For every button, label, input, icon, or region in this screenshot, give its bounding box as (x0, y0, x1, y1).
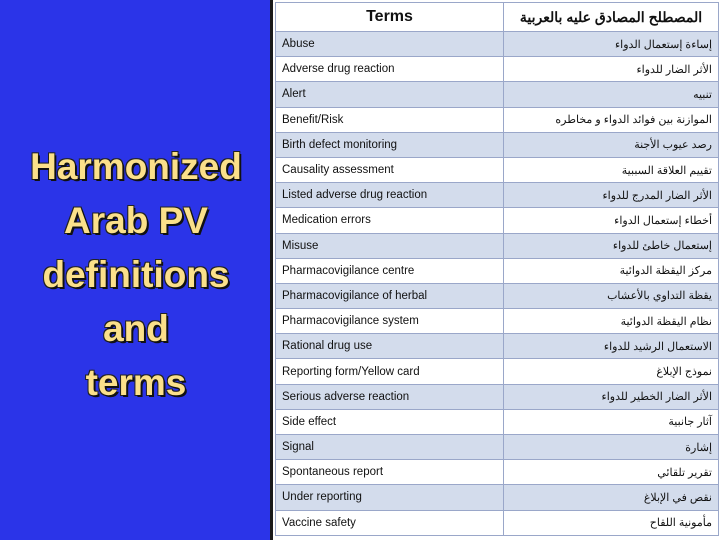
table-row (276, 359, 719, 384)
term-english: Benefit/Risk (276, 107, 504, 132)
term-english: Rational drug use (276, 334, 504, 359)
term-arabic: نموذج الإبلاغ (504, 359, 719, 384)
table-row (276, 157, 719, 182)
term-english: Pharmacovigilance centre (276, 258, 504, 283)
term-english: Spontaneous report (276, 460, 504, 485)
term-arabic: نظام اليقظة الدوائية (504, 309, 719, 334)
table-row (276, 460, 719, 485)
slide-title (4, 140, 268, 410)
term-english: Under reporting (276, 485, 504, 510)
term-english: Vaccine safety (276, 510, 504, 535)
term-arabic: أخطاء إستعمال الدواء (504, 208, 719, 233)
table-row (276, 435, 719, 460)
table-row (276, 409, 719, 434)
header-arabic: المصطلح المصادق عليه بالعربية (504, 3, 719, 32)
table-row (276, 132, 719, 157)
term-english: Side effect (276, 409, 504, 434)
term-english: Pharmacovigilance of herbal (276, 283, 504, 308)
term-english: Misuse (276, 233, 504, 258)
term-arabic: مأمونية اللقاح (504, 510, 719, 535)
term-english: Listed adverse drug reaction (276, 183, 504, 208)
term-english: Reporting form/Yellow card (276, 359, 504, 384)
term-arabic: تنبيه (504, 82, 719, 107)
table-row (276, 485, 719, 510)
header-terms: Terms (276, 3, 504, 32)
term-english: Causality assessment (276, 157, 504, 182)
term-arabic: الأثر الضار الخطير للدواء (504, 384, 719, 409)
table-row (276, 309, 719, 334)
title-line-3: definitions (42, 254, 230, 295)
term-arabic: تقييم العلاقة السببية (504, 157, 719, 182)
table-row (276, 258, 719, 283)
table-row (276, 82, 719, 107)
table-row (276, 384, 719, 409)
table-row (276, 510, 719, 535)
table-row (276, 57, 719, 82)
term-english: Adverse drug reaction (276, 57, 504, 82)
term-arabic: إساءة إستعمال الدواء (504, 32, 719, 57)
term-arabic: الاستعمال الرشيد للدواء (504, 334, 719, 359)
table-row (276, 283, 719, 308)
table-row (276, 107, 719, 132)
term-english: Alert (276, 82, 504, 107)
term-english: Medication errors (276, 208, 504, 233)
term-arabic: إشارة (504, 435, 719, 460)
table-row (276, 334, 719, 359)
term-arabic: يقظة التداوي بالأعشاب (504, 283, 719, 308)
terms-table (275, 2, 719, 536)
term-english: Birth defect monitoring (276, 132, 504, 157)
table-row (276, 183, 719, 208)
term-arabic: رصد عيوب الأجنة (504, 132, 719, 157)
term-arabic: تقرير تلقائي (504, 460, 719, 485)
table-row (276, 233, 719, 258)
table-row (276, 208, 719, 233)
term-arabic: الأثر الضار المدرج للدواء (504, 183, 719, 208)
term-english: Abuse (276, 32, 504, 57)
term-english: Signal (276, 435, 504, 460)
term-arabic: إستعمال خاطئ للدواء (504, 233, 719, 258)
table-header-row (276, 3, 719, 32)
title-line-1: Harmonized (30, 146, 242, 187)
title-line-5: terms (85, 362, 187, 403)
terms-table-panel (270, 0, 720, 540)
term-english: Serious adverse reaction (276, 384, 504, 409)
term-english: Pharmacovigilance system (276, 309, 504, 334)
term-arabic: نقص في الإبلاغ (504, 485, 719, 510)
table-row (276, 32, 719, 57)
term-arabic: مركز اليقظة الدوائية (504, 258, 719, 283)
term-arabic: الأثر الضار للدواء (504, 57, 719, 82)
table-body (276, 32, 719, 536)
term-arabic: آثار جانبية (504, 409, 719, 434)
title-line-4: and (103, 308, 169, 349)
title-line-2: Arab PV (64, 200, 208, 241)
term-arabic: الموازنة بين فوائد الدواء و مخاطره (504, 107, 719, 132)
